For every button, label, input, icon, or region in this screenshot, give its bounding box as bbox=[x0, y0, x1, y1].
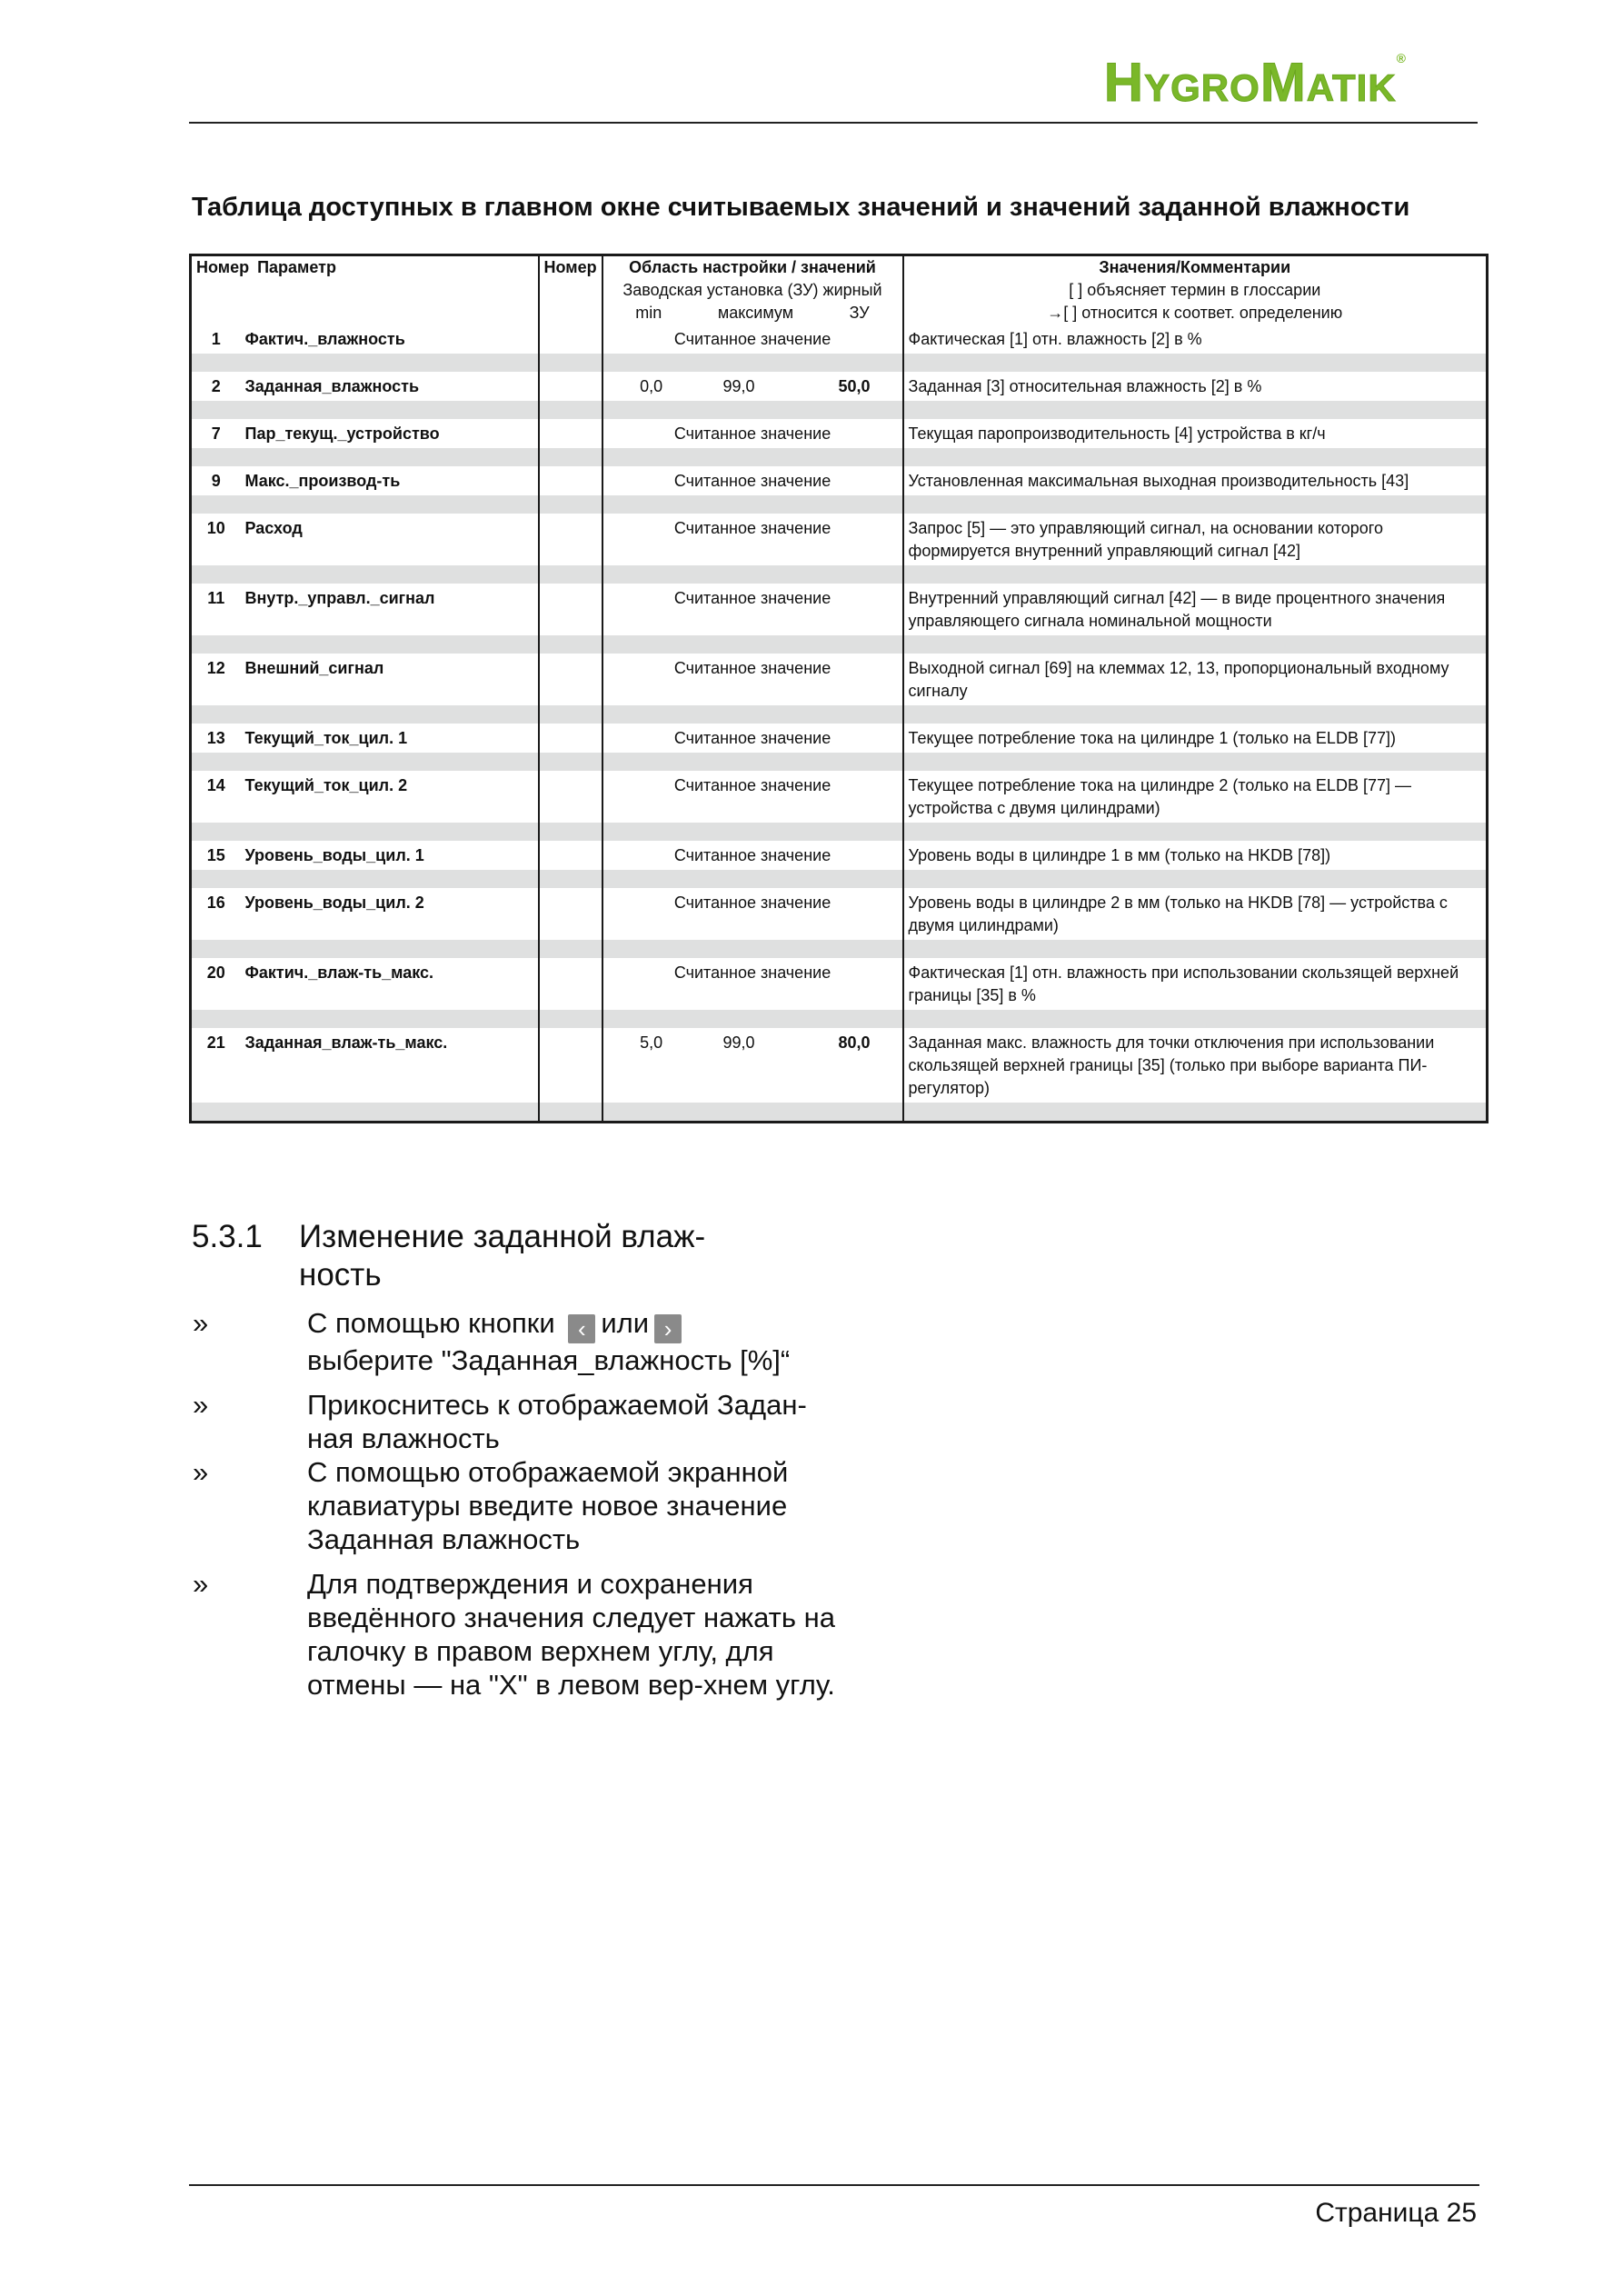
section-number: 5.3.1 bbox=[192, 1219, 263, 1254]
row-comment: Текущее потребление тока на цилиндре 1 (только на ELDB [77]) bbox=[903, 724, 1488, 753]
separator-cell bbox=[539, 1103, 602, 1123]
separator-cell bbox=[903, 1010, 1488, 1028]
row-parameter: Макс._производ-ть bbox=[241, 466, 539, 495]
table-row bbox=[191, 958, 1488, 1010]
row-range-max: 99,0 bbox=[722, 377, 755, 395]
separator-cell bbox=[241, 565, 539, 584]
separator-cell bbox=[602, 753, 903, 771]
row-comment: Текущая паропроизводительность [4] устройства в кг/ч bbox=[903, 419, 1488, 448]
row-parameter: Внутр._управл._сигнал bbox=[241, 584, 539, 635]
row-parameter: Уровень_воды_цил. 1 bbox=[241, 841, 539, 870]
row-number: 12 bbox=[191, 654, 241, 705]
row-range-text: Считанное значение bbox=[673, 330, 831, 348]
row-number: 1 bbox=[191, 324, 241, 354]
row-number: 13 bbox=[191, 724, 241, 753]
table-row bbox=[191, 324, 1488, 354]
bullet-1-text-post: выберите "Заданная_влажность [%]“ bbox=[307, 1344, 791, 1376]
row-nomer bbox=[539, 514, 602, 565]
header-rule bbox=[189, 122, 1478, 124]
separator-cell bbox=[191, 565, 241, 584]
separator-cell bbox=[539, 635, 602, 654]
logo-registered-mark: ® bbox=[1396, 51, 1407, 65]
row-number: 20 bbox=[191, 958, 241, 1010]
separator-cell bbox=[191, 1010, 241, 1028]
table-row bbox=[191, 372, 1488, 401]
separator-cell bbox=[539, 753, 602, 771]
separator-cell bbox=[241, 635, 539, 654]
table-row bbox=[191, 584, 1488, 635]
row-number: 7 bbox=[191, 419, 241, 448]
separator-cell bbox=[241, 495, 539, 514]
header-max: максимум bbox=[717, 304, 794, 322]
row-range-text: Считанное значение bbox=[673, 424, 831, 443]
row-range-min: 5,0 bbox=[640, 1033, 663, 1052]
separator-cell bbox=[903, 940, 1488, 958]
row-range-max: 99,0 bbox=[722, 1033, 755, 1052]
separator-cell bbox=[241, 448, 539, 466]
row-comment: Фактическая [1] отн. влажность при использовании скользящей верхней границы [35] в % bbox=[903, 958, 1488, 1010]
row-range-text: Считанное значение bbox=[673, 893, 831, 912]
bullet-mark: » bbox=[193, 1456, 209, 1488]
row-comment: Заданная макс. влажность для точки отключения при использовании скользящей верхней границы [35] (только при выборе варианта ПИ-регулятор) bbox=[903, 1028, 1488, 1103]
row-comment: Внутренний управляющий сигнал [42] — в виде процентного значения управляющего сигнала номинальной мощности bbox=[903, 584, 1488, 635]
row-range-min: 0,0 bbox=[640, 377, 663, 395]
bullet-3-text: С помощью отображаемой экранной клавиатуры введите новое значение Заданная влажность bbox=[307, 1456, 789, 1555]
bullet-mark: » bbox=[193, 1307, 209, 1339]
separator-cell bbox=[903, 753, 1488, 771]
row-separator bbox=[191, 495, 1488, 514]
chevron-left-icon: ‹ bbox=[568, 1314, 595, 1343]
row-range bbox=[602, 372, 903, 401]
row-range-text: Считанное значение bbox=[673, 659, 831, 677]
bullet-2-text: Прикоснитесь к отображаемой Задан-ная влажность bbox=[307, 1389, 807, 1454]
row-nomer bbox=[539, 958, 602, 1010]
row-separator bbox=[191, 870, 1488, 888]
row-comment: Фактическая [1] отн. влажность [2] в % bbox=[903, 324, 1488, 354]
header-comment-sub2: →[ ] относится к соответ. определению bbox=[1047, 304, 1343, 322]
header-min: min bbox=[635, 304, 662, 322]
row-range bbox=[602, 466, 903, 495]
bullet-4-text: Для подтверждения и сохранения введённого значения следует нажать на галочку в правом верхнем углу, для отмены — на "X" в левом вер-хнем углу. bbox=[307, 1568, 835, 1701]
table-row bbox=[191, 888, 1488, 940]
row-range bbox=[602, 771, 903, 823]
separator-cell bbox=[602, 565, 903, 584]
logo-text-atik: ATIK bbox=[1306, 66, 1397, 109]
row-parameter: Внешний_сигнал bbox=[241, 654, 539, 705]
separator-cell bbox=[903, 870, 1488, 888]
separator-cell bbox=[903, 495, 1488, 514]
bullet-mark: » bbox=[193, 1568, 209, 1600]
row-parameter: Расход bbox=[241, 514, 539, 565]
page-number: Страница 25 bbox=[1315, 2198, 1477, 2228]
row-nomer bbox=[539, 841, 602, 870]
row-nomer bbox=[539, 372, 602, 401]
separator-cell bbox=[241, 354, 539, 372]
table-row bbox=[191, 419, 1488, 448]
separator-cell bbox=[539, 495, 602, 514]
row-range-text: Считанное значение bbox=[673, 846, 831, 864]
separator-cell bbox=[539, 940, 602, 958]
separator-cell bbox=[903, 354, 1488, 372]
row-separator bbox=[191, 565, 1488, 584]
separator-cell bbox=[241, 401, 539, 419]
row-nomer bbox=[539, 654, 602, 705]
separator-cell bbox=[539, 870, 602, 888]
section-title: Изменение заданной влаж-ность bbox=[299, 1219, 706, 1293]
row-range-text: Считанное значение bbox=[673, 589, 831, 607]
separator-cell bbox=[539, 705, 602, 724]
row-parameter: Заданная_влаж-ть_макс. bbox=[241, 1028, 539, 1103]
table-body bbox=[191, 324, 1488, 1123]
header-range-minmax bbox=[608, 302, 898, 324]
row-parameter: Заданная_влажность bbox=[241, 372, 539, 401]
separator-cell bbox=[191, 753, 241, 771]
separator-cell bbox=[602, 635, 903, 654]
row-separator bbox=[191, 940, 1488, 958]
header-comment-title: Значения/Комментарии bbox=[1099, 258, 1291, 276]
row-separator bbox=[191, 753, 1488, 771]
row-separator bbox=[191, 1103, 1488, 1123]
row-range-text: Считанное значение bbox=[673, 519, 831, 537]
separator-cell bbox=[191, 635, 241, 654]
table-row bbox=[191, 771, 1488, 823]
instruction-list bbox=[189, 1306, 843, 1712]
table-header-row bbox=[191, 255, 1488, 325]
row-range bbox=[602, 584, 903, 635]
logo-letter-m: M bbox=[1260, 52, 1307, 113]
row-parameter: Пар_текущ._устройство bbox=[241, 419, 539, 448]
row-comment: Уровень воды в цилиндре 2 в мм (только на HKDB [78] — устройства с двумя цилиндрами) bbox=[903, 888, 1488, 940]
separator-cell bbox=[241, 870, 539, 888]
header-param: Параметр bbox=[257, 258, 336, 276]
chevron-right-icon: › bbox=[654, 1314, 682, 1343]
footer-rule bbox=[189, 2184, 1479, 2186]
row-comment: Выходной сигнал [69] на клеммах 12, 13, пропорциональный входному сигналу bbox=[903, 654, 1488, 705]
table-row bbox=[191, 466, 1488, 495]
separator-cell bbox=[191, 354, 241, 372]
header-range bbox=[602, 255, 903, 325]
row-parameter: Текущий_ток_цил. 2 bbox=[241, 771, 539, 823]
list-item bbox=[189, 1455, 843, 1556]
row-separator bbox=[191, 823, 1488, 841]
separator-cell bbox=[539, 448, 602, 466]
separator-cell bbox=[602, 823, 903, 841]
row-parameter: Фактич._влажность bbox=[241, 324, 539, 354]
row-number: 10 bbox=[191, 514, 241, 565]
separator-cell bbox=[903, 401, 1488, 419]
separator-cell bbox=[191, 1103, 241, 1123]
row-nomer bbox=[539, 466, 602, 495]
table-row bbox=[191, 654, 1488, 705]
list-item bbox=[189, 1388, 843, 1455]
table-row bbox=[191, 841, 1488, 870]
row-nomer bbox=[539, 1028, 602, 1103]
separator-cell bbox=[539, 354, 602, 372]
list-item bbox=[189, 1567, 843, 1702]
row-nomer bbox=[539, 324, 602, 354]
separator-cell bbox=[191, 448, 241, 466]
separator-cell bbox=[191, 940, 241, 958]
row-range-values bbox=[608, 1032, 898, 1054]
row-range bbox=[602, 654, 903, 705]
separator-cell bbox=[191, 401, 241, 419]
row-range-values bbox=[608, 375, 898, 398]
header-num-param bbox=[191, 255, 539, 325]
separator-cell bbox=[539, 401, 602, 419]
logo-text-ygro: YGRO bbox=[1144, 66, 1260, 109]
bullet-mark: » bbox=[193, 1389, 209, 1421]
separator-cell bbox=[903, 823, 1488, 841]
row-comment: Текущее потребление тока на цилиндре 2 (только на ELDB [77] — устройства с двумя цилиндрами) bbox=[903, 771, 1488, 823]
row-number: 15 bbox=[191, 841, 241, 870]
header-range-title: Область настройки / значений bbox=[629, 258, 876, 276]
separator-cell bbox=[602, 940, 903, 958]
header-comment-sub1: [ ] объясняет термин в глоссарии bbox=[1069, 281, 1321, 299]
separator-cell bbox=[602, 495, 903, 514]
row-nomer bbox=[539, 888, 602, 940]
separator-cell bbox=[602, 1103, 903, 1123]
separator-cell bbox=[602, 354, 903, 372]
row-range bbox=[602, 841, 903, 870]
row-range-zu: 80,0 bbox=[838, 1033, 871, 1052]
row-range bbox=[602, 958, 903, 1010]
row-separator bbox=[191, 635, 1488, 654]
separator-cell bbox=[602, 401, 903, 419]
row-nomer bbox=[539, 419, 602, 448]
row-nomer bbox=[539, 771, 602, 823]
row-range bbox=[602, 324, 903, 354]
row-separator bbox=[191, 1010, 1488, 1028]
row-number: 21 bbox=[191, 1028, 241, 1103]
separator-cell bbox=[191, 705, 241, 724]
header-range-sub: Заводская установка (ЗУ) жирный bbox=[622, 281, 882, 299]
row-comment: Запрос [5] — это управляющий сигнал, на основании которого формируется внутренний управляющий сигнал [42] bbox=[903, 514, 1488, 565]
header-nomer bbox=[539, 255, 602, 325]
row-separator bbox=[191, 705, 1488, 724]
row-separator bbox=[191, 401, 1488, 419]
separator-cell bbox=[539, 565, 602, 584]
row-range bbox=[602, 419, 903, 448]
separator-cell bbox=[602, 448, 903, 466]
separator-cell bbox=[241, 823, 539, 841]
logo-letter-h: H bbox=[1103, 52, 1145, 113]
row-nomer bbox=[539, 724, 602, 753]
row-range bbox=[602, 1028, 903, 1103]
separator-cell bbox=[241, 940, 539, 958]
row-range-text: Считанное значение bbox=[673, 776, 831, 794]
row-range-text: Считанное значение bbox=[673, 472, 831, 490]
row-comment: Уровень воды в цилиндре 1 в мм (только на HKDB [78]) bbox=[903, 841, 1488, 870]
parameter-table bbox=[189, 254, 1489, 1123]
separator-cell bbox=[241, 1103, 539, 1123]
row-range bbox=[602, 888, 903, 940]
page-title: Таблица доступных в главном окне считываемых значений и значений заданной влажности bbox=[192, 193, 1410, 222]
row-range bbox=[602, 514, 903, 565]
separator-cell bbox=[539, 1010, 602, 1028]
row-separator bbox=[191, 354, 1488, 372]
header-comment bbox=[903, 255, 1488, 325]
list-item bbox=[189, 1306, 843, 1377]
separator-cell bbox=[191, 870, 241, 888]
row-comment: Установленная максимальная выходная производительность [43] bbox=[903, 466, 1488, 495]
separator-cell bbox=[602, 870, 903, 888]
row-number: 11 bbox=[191, 584, 241, 635]
separator-cell bbox=[241, 1010, 539, 1028]
header-zu: ЗУ bbox=[849, 304, 870, 322]
separator-cell bbox=[241, 705, 539, 724]
separator-cell bbox=[191, 495, 241, 514]
row-nomer bbox=[539, 584, 602, 635]
separator-cell bbox=[191, 823, 241, 841]
row-number: 9 bbox=[191, 466, 241, 495]
row-separator bbox=[191, 448, 1488, 466]
row-parameter: Текущий_ток_цил. 1 bbox=[241, 724, 539, 753]
row-parameter: Фактич._влаж-ть_макс. bbox=[241, 958, 539, 1010]
separator-cell bbox=[539, 823, 602, 841]
table-row bbox=[191, 724, 1488, 753]
separator-cell bbox=[903, 635, 1488, 654]
row-parameter: Уровень_воды_цил. 2 bbox=[241, 888, 539, 940]
separator-cell bbox=[903, 448, 1488, 466]
row-number: 14 bbox=[191, 771, 241, 823]
row-range bbox=[602, 724, 903, 753]
header-num: Номер bbox=[196, 258, 250, 276]
separator-cell bbox=[241, 753, 539, 771]
row-number: 16 bbox=[191, 888, 241, 940]
bullet-1-text-mid: или bbox=[601, 1307, 650, 1339]
separator-cell bbox=[903, 705, 1488, 724]
hygromatik-logo bbox=[1104, 51, 1407, 114]
table-row bbox=[191, 514, 1488, 565]
table-row bbox=[191, 1028, 1488, 1103]
bullet-1-text-pre: С помощью кнопки bbox=[307, 1307, 555, 1339]
row-range-text: Считанное значение bbox=[673, 963, 831, 982]
separator-cell bbox=[602, 705, 903, 724]
row-range-zu: 50,0 bbox=[838, 377, 871, 395]
row-number: 2 bbox=[191, 372, 241, 401]
separator-cell bbox=[903, 1103, 1488, 1123]
separator-cell bbox=[602, 1010, 903, 1028]
row-comment: Заданная [3] относительная влажность [2] в % bbox=[903, 372, 1488, 401]
row-range-text: Считанное значение bbox=[673, 729, 831, 747]
header-nomer-label: Номер bbox=[543, 258, 597, 276]
separator-cell bbox=[903, 565, 1488, 584]
